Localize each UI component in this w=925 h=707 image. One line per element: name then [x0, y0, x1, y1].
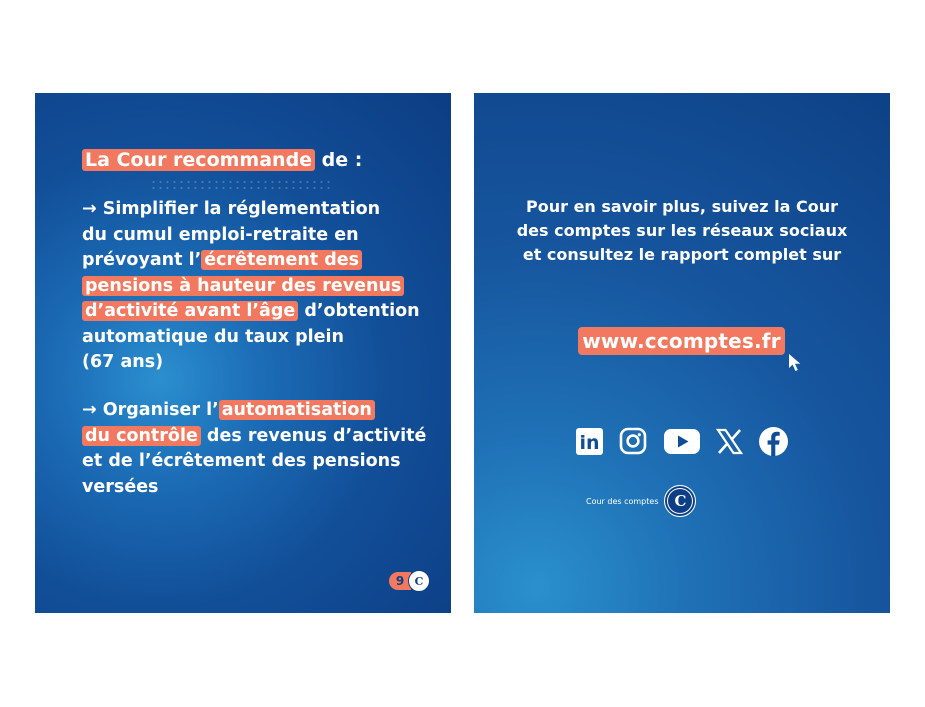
rec1-line6: automatique du taux plein — [82, 326, 344, 347]
cour-des-comptes-seal-icon — [664, 485, 696, 517]
rec2-highlight-line1: automatisation — [219, 400, 375, 420]
heading-suffix: de : — [315, 149, 363, 171]
rec1-line1: Simplifier la réglementation — [96, 199, 381, 219]
cursor-pointer-icon — [788, 353, 804, 373]
recommendation-2 — [82, 398, 426, 500]
rec1-line2: du cumul emploi-retraite en — [82, 224, 359, 245]
follow-us-slide — [474, 93, 890, 613]
intro-line2: des comptes sur les réseaux sociaux — [516, 221, 848, 240]
seal-letter: C — [674, 492, 687, 510]
follow-intro-text — [484, 195, 880, 267]
recommendations-heading — [82, 147, 362, 173]
heading-highlight: La Cour recommande — [82, 149, 315, 171]
arrow-right-icon: → — [82, 199, 97, 219]
intro-line1: Pour en savoir plus, suivez la Cour — [526, 197, 838, 216]
rec2-line4: versées — [82, 476, 159, 497]
page-badge — [389, 570, 430, 592]
rec2-highlight-line2: du contrôle — [82, 426, 201, 446]
social-links — [576, 426, 788, 456]
rec1-line7: (67 ans) — [82, 352, 164, 372]
x-icon[interactable] — [716, 428, 743, 455]
rec2-line1: Organiser l’ — [96, 400, 219, 420]
facebook-icon[interactable] — [759, 427, 788, 456]
linkedin-letters: in — [579, 431, 600, 454]
rec1-line3: prévoyant l’ — [82, 250, 202, 270]
decorative-dot-pattern — [150, 179, 330, 191]
rec1-highlight-line5: d’activité avant l’âge — [82, 301, 298, 321]
recommendation-1 — [82, 197, 420, 376]
intro-line3: et consultez le rapport complet sur — [522, 245, 842, 264]
website-link[interactable]: www.ccomptes.fr — [578, 327, 785, 355]
linkedin-icon[interactable] — [576, 428, 603, 455]
rec2-line2: des revenus d’activité — [200, 425, 427, 446]
page-number: 9 — [389, 572, 411, 590]
rec2-line3: et de l’écrêtement des pensions — [82, 451, 401, 471]
arrow-right-icon: → — [82, 400, 97, 420]
instagram-icon[interactable] — [619, 427, 647, 455]
logo-label: Cour des comptes — [586, 496, 659, 506]
cour-des-comptes-logo — [586, 485, 696, 517]
rec1-highlight-line4: pensions à hauteur des revenus — [82, 276, 404, 296]
cour-des-comptes-seal-icon — [408, 570, 430, 592]
youtube-icon[interactable] — [664, 428, 700, 455]
recommendations-slide — [35, 93, 451, 613]
rec1-highlight-line3: écrêtement des — [201, 250, 362, 270]
seal-letter: C — [414, 574, 424, 588]
rec1-line5: d’obtention — [298, 301, 420, 321]
